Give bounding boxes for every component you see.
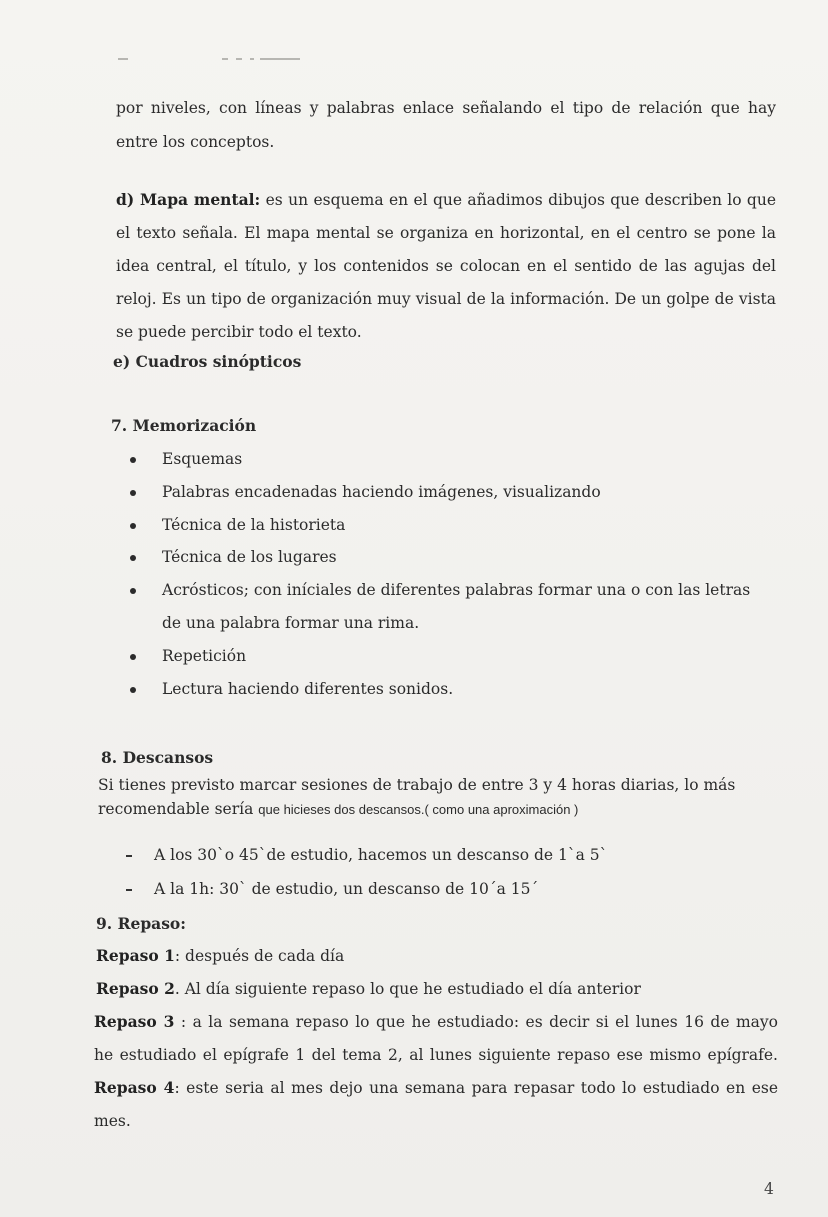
- bullet-icon: [130, 555, 136, 561]
- repaso-4: [94, 1078, 778, 1131]
- text-line: se puede percibir todo el texto.: [116, 323, 362, 341]
- bullet-icon: [130, 588, 136, 594]
- header-rule: [118, 58, 298, 62]
- intro-paragraph: [116, 98, 776, 152]
- bullet-icon: [130, 654, 136, 660]
- bullet-icon: [130, 457, 136, 463]
- text-line: reloj. Es un tipo de organización muy visual de la información. De un golpe de vista: [116, 290, 776, 308]
- descansos-line-2: recomendable sería que hicieses dos descansos.( como una aproximación ): [98, 800, 579, 818]
- aproximacion-note: que hicieses dos descansos.( como una aproximación ): [258, 802, 579, 817]
- descansos-heading: 8. Descansos: [101, 748, 214, 767]
- dash-icon: [126, 889, 132, 891]
- bullet-icon: [130, 490, 136, 496]
- cuadros-sinopticos-heading: e) Cuadros sinópticos: [113, 352, 302, 371]
- text-line: entre los conceptos.: [116, 133, 275, 151]
- text-line: el texto señala. El mapa mental se organiza en horizontal, en el centro se pone la: [116, 224, 776, 242]
- mapa-mental-text: es un esquema en el que añadimos dibujos que describen lo que: [260, 191, 777, 209]
- repaso-3: [94, 1012, 778, 1065]
- descansos-line-1: Si tienes previsto marcar sesiones de trabajo de entre 3 y 4 horas diarias, lo más: [98, 776, 736, 794]
- memorizacion-heading: 7. Memorización: [111, 416, 257, 435]
- text-line: Repaso 4: este seria al mes dejo una semana para repasar todo lo estudiado en ese: [94, 1078, 778, 1097]
- dash-icon: [126, 855, 132, 857]
- document-page: por niveles, con líneas y palabras enlace señalando el tipo de relación que hay entre los conceptos. d) Mapa mental: es un esquema en el que añadimos dibujos que describen lo que el texto señala. El mapa mental se organiza en horizontal, en el centro se pone la idea central, el título, y los contenidos se colocan en el sentido de las agujas del reloj. Es un tipo de organización muy visual de la información. De un golpe de vista se puede percibir todo el texto. e) Cuadros sinópticos 7. Memorización Esquemas Palabras encadenadas haciendo imágenes, visualizando Técnica de la historieta Técnica de los lugares Acrósticos; con iníciales de diferentes palabras formar una o con las letras de una palabra formar una rima. Repetición Lectura haciendo diferentes sonidos. 8. Descansos Si tienes previsto marcar sesiones de trabajo de entre 3 y 4 horas diarias, lo más recomendable sería que hicieses dos descansos.( como una aproximación ) A los 30`o 45`de estudio, hacemos un descanso de 1`a 5` A la 1h: 30` de estudio, un descanso de 10´a 15´ 9. Repaso: Repaso 1: después de cada día Repaso 2. Al día siguiente repaso lo que he estudiado el día anterior Repaso 3 : a la semana repaso lo que he estudiado: es decir si el lunes 16 de mayo he estudiado el epígrafe 1 del tema 2, al lunes siguiente repaso ese mismo epígrafe. Repaso 4: este seria al mes dejo una semana para repasar todo lo estudiado en ese mes. 4: [0, 0, 828, 1217]
- text-line: he estudiado el epígrafe 1 del tema 2, al lunes siguiente repaso ese mismo epígrafe.: [94, 1046, 778, 1064]
- mapa-mental-label: d) Mapa mental:: [116, 190, 261, 209]
- repaso-2: Repaso 2. Al día siguiente repaso lo que he estudiado el día anterior: [96, 979, 641, 998]
- mapa-mental-paragraph: [116, 190, 776, 342]
- text-line: Repaso 3 : a la semana repaso lo que he estudiado: es decir si el lunes 16 de mayo: [94, 1012, 779, 1031]
- repaso-heading: 9. Repaso:: [96, 914, 186, 933]
- bullet-icon: [130, 523, 136, 529]
- repaso-1: Repaso 1: después de cada día: [96, 946, 345, 965]
- page-number: 4: [764, 1180, 774, 1198]
- text-line: [116, 190, 776, 210]
- text-line: por niveles, con líneas y palabras enlace señalando el tipo de relación que hay: [116, 99, 776, 117]
- bullet-icon: [130, 687, 136, 693]
- text-line: idea central, el título, y los contenidos se colocan en el sentido de las agujas del: [116, 257, 776, 275]
- text-line: mes.: [94, 1112, 131, 1130]
